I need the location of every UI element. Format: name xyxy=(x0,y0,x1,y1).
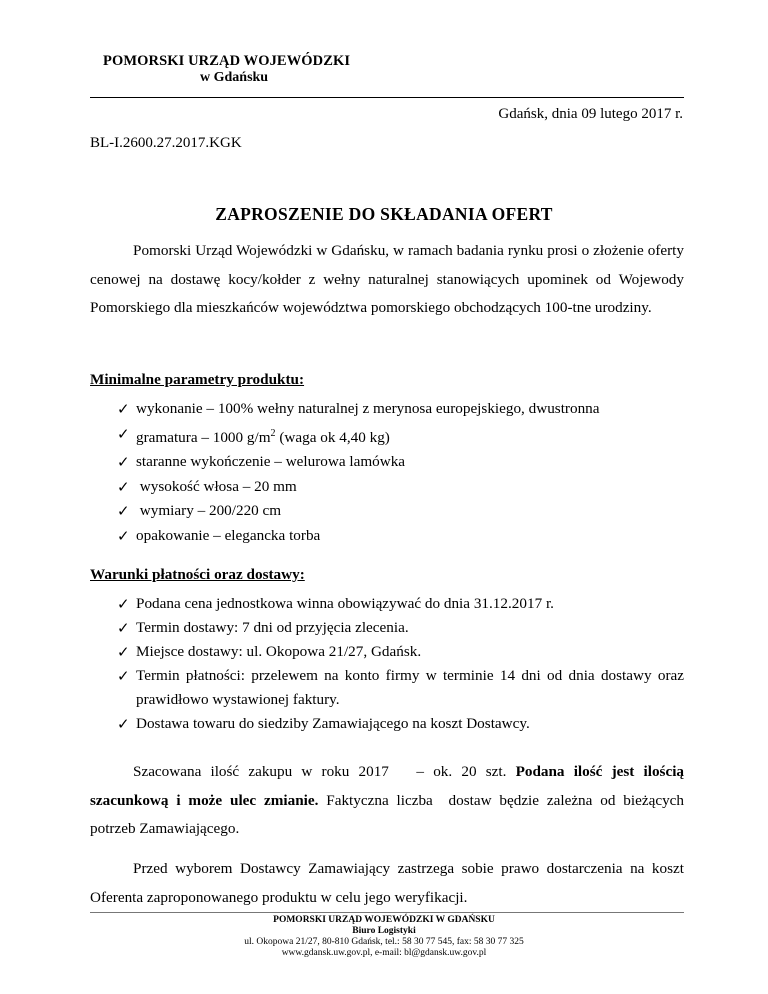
list-item: ✓ Termin płatności: przelewem na konto firmy w terminie 14 dni od dnia dostawy oraz prawidłowo wystawionej faktury. xyxy=(117,664,684,712)
header-city: w Gdańsku xyxy=(200,70,269,85)
checkmark-icon: ✓ xyxy=(117,715,130,733)
footer-organization: POMORSKI URZĄD WOJEWÓDZKI W GDAŃSKU xyxy=(273,915,495,925)
list-item: ✓ gramatura – 1000 $g/m^2$ (waga ok 4,40 kg) xyxy=(117,422,684,451)
list-item: ✓ wykonanie – 100% wełny naturalnej z merynosa europejskiego, dwustronna xyxy=(117,397,684,422)
params-list xyxy=(117,397,684,548)
document-title: ZAPROSZENIE DO SKŁADANIA OFERT xyxy=(215,204,553,224)
terms-list xyxy=(117,592,684,736)
list-item: ✓ Termin dostawy: 7 dni od przyjęcia zlecenia. xyxy=(117,616,684,640)
checkmark-icon: ✓ xyxy=(117,595,130,613)
checkmark-icon: ✓ xyxy=(117,526,130,545)
checkmark-icon: ✓ xyxy=(117,667,130,685)
footer-department: Biuro Logistyki xyxy=(352,926,416,936)
footer-divider xyxy=(90,912,684,913)
terms-heading: Warunki płatności oraz dostawy: xyxy=(90,566,305,583)
list-item: ✓ staranne wykończenie – welurowa lamówka xyxy=(117,450,684,475)
list-item: ✓ Podana cena jednostkowa winna obowiązywać do dnia 31.12.2017 r. xyxy=(117,592,684,616)
intro-paragraph: Pomorski Urząd Wojewódzki w Gdańsku, w ramach badania rynku prosi o złożenie oferty cenowej na dostawę kocy/kołder z wełny naturalnej stanowiących upominek od Wojewody Pomorskiego dla mieszkańców województwa pomorskiego obchodzących 100-tne urodziny. xyxy=(90,242,684,316)
footer-address: ul. Okopowa 21/27, 80-810 Gdańsk, tel.: 58 30 77 545, fax: 58 30 77 325 xyxy=(244,937,524,947)
checkmark-icon: ✓ xyxy=(117,619,130,637)
header-divider xyxy=(90,97,684,98)
checkmark-icon: ✓ xyxy=(117,424,130,443)
quantity-notice: Podana ilość jest ilością szacunkową i może ulec zmianie. xyxy=(90,763,685,809)
list-item: ✓ wymiary – 200/220 cm xyxy=(117,499,684,524)
document-date: Gdańsk, dnia 09 lutego 2017 r. xyxy=(498,106,683,122)
header-organization: POMORSKI URZĄD WOJEWÓDZKI xyxy=(103,53,351,69)
list-item: ✓ Miejsce dostawy: ul. Okopowa 21/27, Gdańsk. xyxy=(117,640,684,664)
list-item: ✓ Dostawa towaru do siedziby Zamawiającego na koszt Dostawcy. xyxy=(117,712,684,736)
list-item: ✓ wysokość włosa – 20 mm xyxy=(117,475,684,500)
checkmark-icon: ✓ xyxy=(117,643,130,661)
quantity-paragraph: Szacowana ilość zakupu w roku 2017 – ok. 20 szt. Podana ilość jest ilością szacunkową i może ulec zmianie. Faktyczna liczba dostaw będzie zależna od bieżących potrzeb Zamawiającego. xyxy=(90,763,688,837)
list-item: ✓ opakowanie – elegancka torba xyxy=(117,524,684,549)
params-heading: Minimalne parametry produktu: xyxy=(90,371,305,388)
reference-number: BL-I.2600.27.2017.KGK xyxy=(90,135,242,151)
footer-contact: www.gdansk.uw.gov.pl, e-mail: bl@gdansk.uw.gov.pl xyxy=(281,948,487,958)
checkmark-icon: ✓ xyxy=(117,502,130,521)
verification-paragraph: Przed wyborem Dostawcy Zamawiający zastrzega sobie prawo dostarczenia na koszt Oferenta zaproponowanego produktu w celu jego weryfikacji. xyxy=(90,860,684,906)
checkmark-icon: ✓ xyxy=(117,400,130,418)
checkmark-icon: ✓ xyxy=(117,453,130,472)
checkmark-icon: ✓ xyxy=(117,477,130,496)
